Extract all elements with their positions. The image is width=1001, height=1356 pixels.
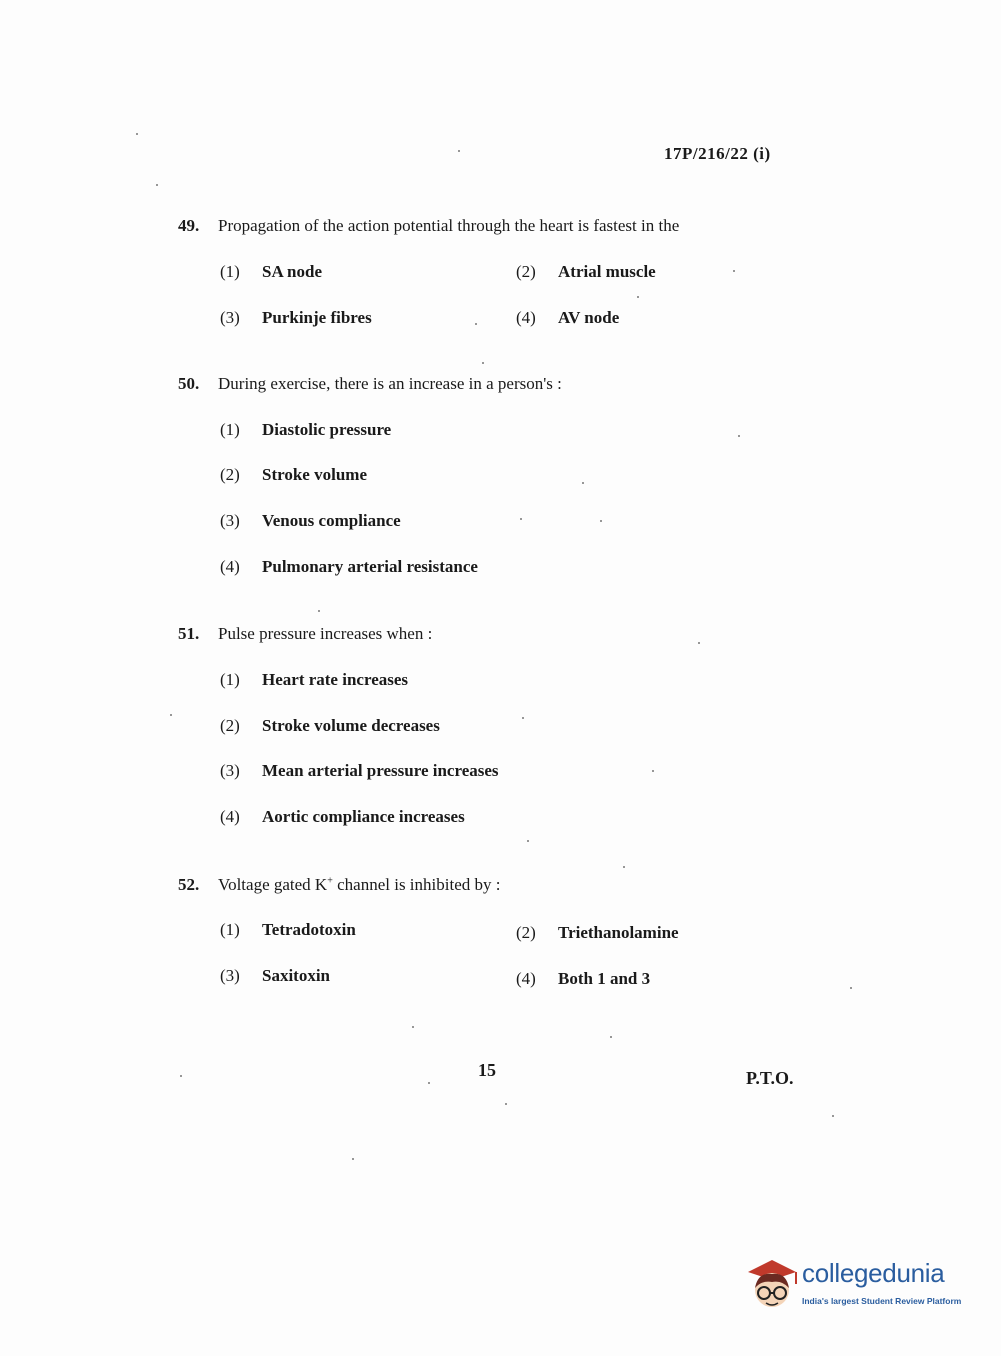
scan-speck: [475, 323, 477, 325]
scan-speck: [520, 518, 522, 520]
option: [220, 761, 499, 781]
option-number: (3): [220, 761, 240, 780]
option: [220, 262, 322, 282]
option-number: (4): [220, 807, 240, 826]
question-51: [178, 624, 432, 644]
option-text: Saxitoxin: [262, 966, 331, 985]
superscript: +: [327, 875, 333, 887]
option-text: Aortic compliance increases: [262, 807, 465, 826]
scan-speck: [505, 1103, 507, 1105]
scan-speck: [832, 1115, 834, 1117]
scan-speck: [637, 296, 639, 298]
option-number: (1): [220, 920, 240, 939]
option-text: AV node: [558, 308, 620, 327]
option-number: (2): [516, 262, 536, 281]
scan-speck: [352, 1158, 354, 1160]
scan-speck: [610, 1036, 612, 1038]
brand-tagline: India's largest Student Review Platform: [802, 1296, 962, 1306]
option-number: (2): [516, 923, 536, 942]
question-49: [178, 216, 679, 236]
question-number: 52.: [178, 875, 200, 894]
option: [220, 308, 372, 328]
graduate-mascot-icon: [742, 1250, 800, 1316]
option-number: (3): [220, 308, 240, 327]
option-text: Purkinje fibres: [262, 308, 372, 327]
option: [220, 716, 440, 736]
option-number: (1): [220, 262, 240, 281]
collegedunia-logo[interactable]: [742, 1250, 972, 1316]
scan-speck: [170, 714, 172, 716]
scan-speck: [412, 1026, 414, 1028]
option: [220, 465, 367, 485]
question-text-part: channel is inhibited by :: [332, 875, 501, 894]
option-text: Mean arterial pressure increases: [262, 761, 499, 780]
page-number: 15: [478, 1060, 496, 1080]
scan-speck: [623, 866, 625, 868]
option-text: SA node: [262, 262, 322, 281]
option-number: (4): [516, 969, 536, 988]
option-number: (4): [220, 557, 240, 576]
option: [220, 420, 391, 440]
option-number: (4): [516, 308, 536, 327]
scan-speck: [582, 482, 584, 484]
option-text: Triethanolamine: [558, 923, 679, 942]
option-text: Stroke volume: [262, 465, 367, 484]
option-number: (3): [220, 511, 240, 530]
option: [220, 920, 356, 940]
question-50: [178, 374, 562, 394]
scan-speck: [318, 610, 320, 612]
scan-speck: [698, 642, 700, 644]
question-number: 49.: [178, 216, 200, 235]
question-number: 51.: [178, 624, 200, 643]
option: [516, 262, 656, 282]
option-text: Both 1 and 3: [558, 969, 651, 988]
scan-speck: [738, 435, 740, 437]
pto-label: P.T.O.: [746, 1068, 794, 1088]
option: [220, 557, 478, 577]
scan-speck: [600, 520, 602, 522]
question-52: [178, 875, 500, 895]
scan-speck: [428, 1082, 430, 1084]
question-text: Pulse pressure increases when :: [218, 624, 433, 643]
option: [516, 308, 619, 328]
brand-name: collegedunia: [802, 1258, 945, 1288]
option-text: Atrial muscle: [558, 262, 656, 281]
option-number: (1): [220, 420, 240, 439]
scan-speck: [156, 184, 158, 186]
scan-speck: [652, 770, 654, 772]
question-text: [218, 875, 500, 894]
scan-speck: [458, 150, 460, 152]
option-text: Tetradotoxin: [262, 920, 356, 939]
option-number: (2): [220, 465, 240, 484]
scan-speck: [482, 362, 484, 364]
paper-code: 17P/216/22 (i): [664, 144, 771, 163]
scan-speck: [527, 840, 529, 842]
option-text: Stroke volume decreases: [262, 716, 440, 735]
scan-speck: [522, 717, 524, 719]
option: [220, 807, 465, 827]
option: [220, 670, 408, 690]
option-text: Diastolic pressure: [262, 420, 392, 439]
scan-speck: [850, 987, 852, 989]
option-number: (3): [220, 966, 240, 985]
option: [220, 511, 401, 531]
scan-speck: [136, 133, 138, 135]
question-number: 50.: [178, 374, 200, 393]
option: [516, 969, 650, 989]
option-number: (1): [220, 670, 240, 689]
option-text: Pulmonary arterial resistance: [262, 557, 478, 576]
question-text: During exercise, there is an increase in a person's :: [218, 374, 562, 393]
option: [220, 966, 330, 986]
option-text: Venous compliance: [262, 511, 401, 530]
question-text-part: Voltage gated K: [218, 875, 328, 894]
option: [516, 923, 679, 943]
scan-speck: [180, 1075, 182, 1077]
scan-speck: [733, 270, 735, 272]
option-text: Heart rate increases: [262, 670, 409, 689]
question-text: Propagation of the action potential through the heart is fastest in the: [218, 216, 680, 235]
option-number: (2): [220, 716, 240, 735]
